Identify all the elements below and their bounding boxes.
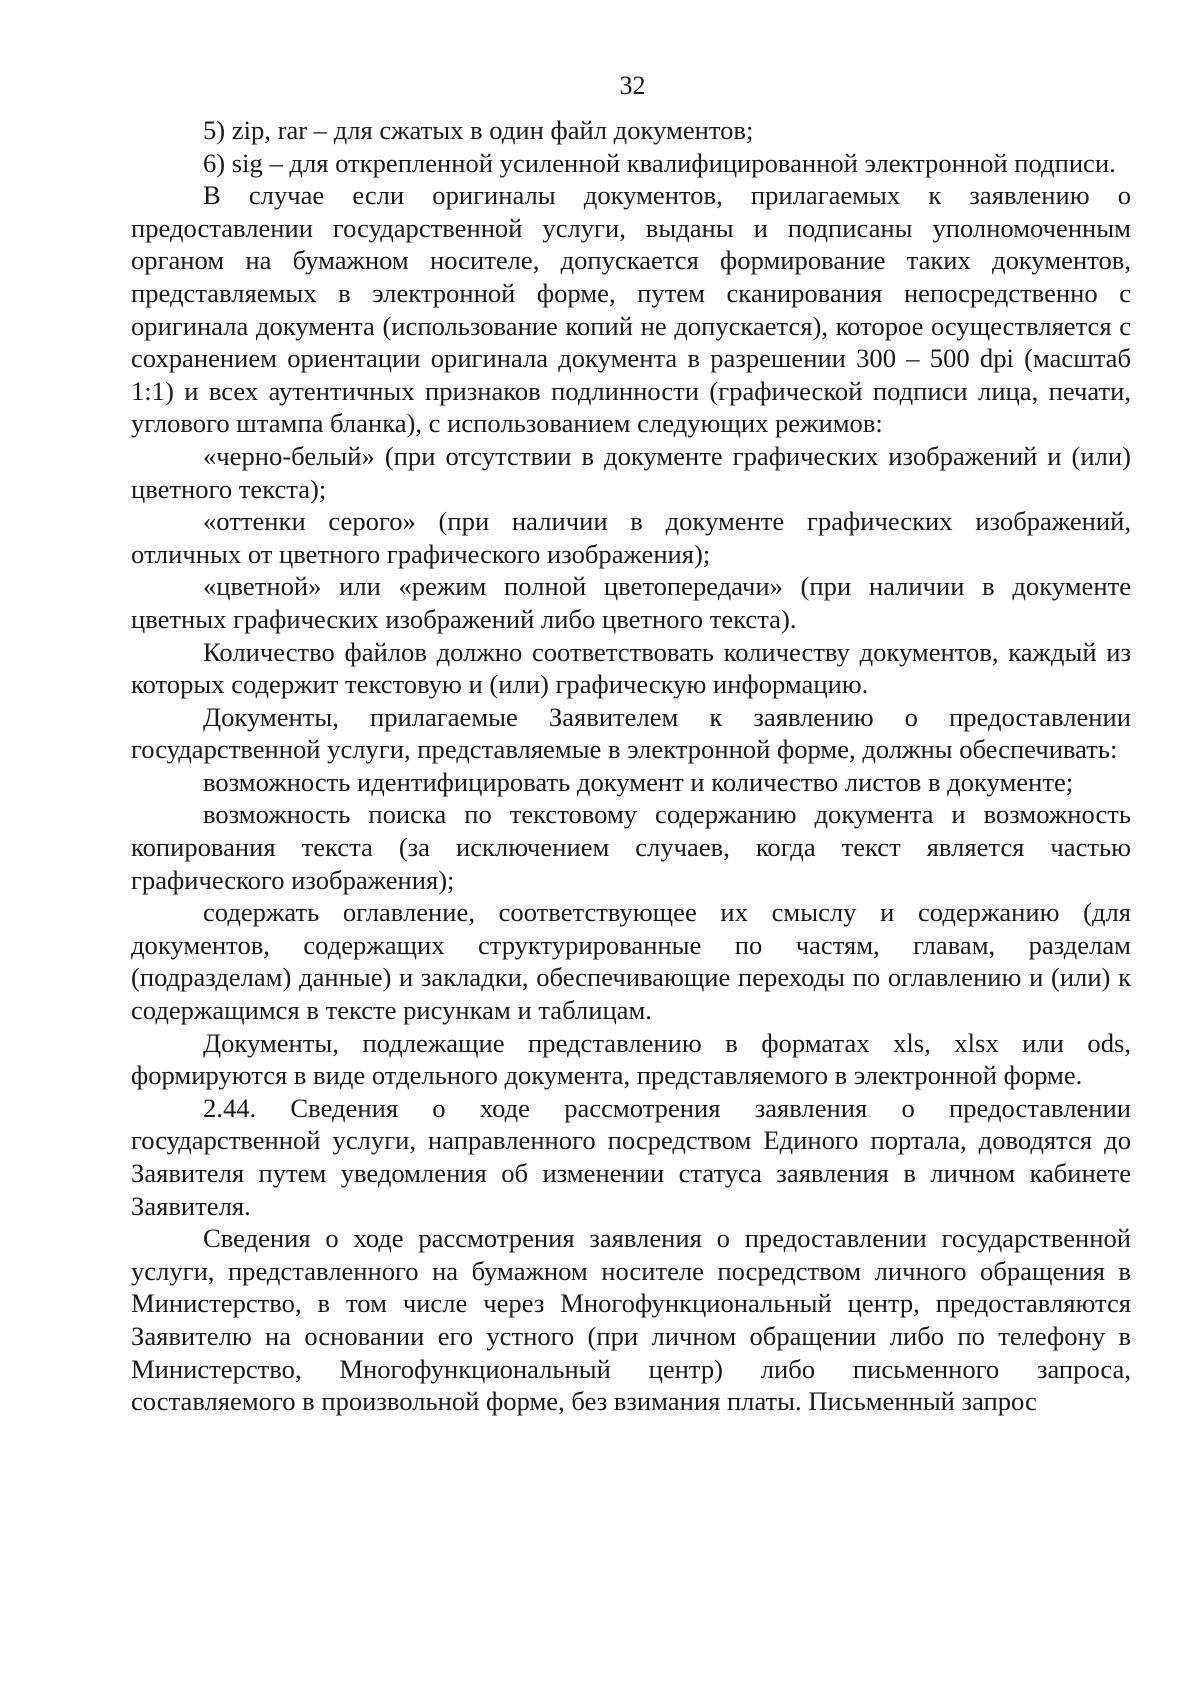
paragraph-table-of-contents: содержать оглавление, соответствующее их смыслу и содержанию (для документов, содержащих структурированные по частям, главам, разделам (подразделам) данные) и закладки, обеспечивающие переходы по оглавлению и (или) к содержащимся в тексте рисункам и таблицам. (131, 897, 1131, 1026)
paragraph-mode-black-white: «черно-белый» (при отсутствии в документе графических изображений и (или) цветного текста); (131, 440, 1131, 504)
paragraph-mode-color: «цветной» или «режим полной цветопередачи» (при наличии в документе цветных графических изображений либо цветного текста). (131, 571, 1131, 634)
paragraph-format-sig: 6) sig – для открепленной усиленной квалифицированной электронной подписи. (203, 147, 1116, 178)
paragraph-scanning-rules: В случае если оригиналы документов, прилагаемых к заявлению о предоставлении государственной услуги, выданы и подписаны уполномоченным органом на бумажном носителе, допускается формирование таких документов, представляемых в электронной форме, путем сканирования непосредственно с оригинала документа (использование копий не допускается), которое осуществляется с сохранением ориентации оригинала документа в разрешении 300 – 500 dpi (масштаб 1:1) и всех аутентичных признаков подлинности (графической подписи лица, печати, углового штампа бланка), с использованием следующих режимов: (131, 180, 1131, 439)
page-number: 32 (619, 71, 646, 100)
paragraph-document-requirements: Документы, прилагаемые Заявителем к заявлению о предоставлении государственной услуги, представляемые в электронной форме, должны обеспечивать: (131, 701, 1131, 765)
paragraph-paper-application-status: Сведения о ходе рассмотрения заявления о предоставлении государственной услуги, представленного на бумажном носителе посредством личного обращения в Министерство, в том числе через Многофункциональный центр, предоставляются Заявителю на основании его устного (при личном обращении либо по телефону в Министерство, Многофункциональный центр) либо письменного запроса, составляемого в произвольной форме, без взимания платы. Письменный запрос (131, 1223, 1131, 1417)
paragraph-identify-document: возможность идентифицировать документ и количество листов в документе; (203, 766, 1074, 797)
document-body (131, 114, 1131, 1418)
paragraph-format-zip: 5) zip, rar – для сжатых в один файл документов; (203, 115, 754, 145)
paragraph-mode-grayscale: «оттенки серого» (при наличии в документе графических изображений, отличных от цветного графического изображения); (131, 506, 1131, 569)
paragraph-spreadsheet-formats: Документы, подлежащие представлению в форматах xls, xlsx или ods, формируются в виде отдельного документа, представляемого в электронной форме. (131, 1027, 1131, 1091)
paragraph-text-search: возможность поиска по текстовому содержанию документа и возможность копирования текста (за исключением случаев, когда текст является частью графического изображения); (131, 799, 1131, 895)
paragraph-file-count: Количество файлов должно соответствовать количеству документов, каждый из которых содержит текстовую и (или) графическую информацию. (131, 636, 1131, 700)
paragraph-section-2-44: 2.44. Сведения о ходе рассмотрения заявления о предоставлении государственной услуги, направленного посредством Единого портала, доводятся до Заявителя путем уведомления об изменении статуса заявления в личном кабинете Заявителя. (131, 1092, 1131, 1221)
